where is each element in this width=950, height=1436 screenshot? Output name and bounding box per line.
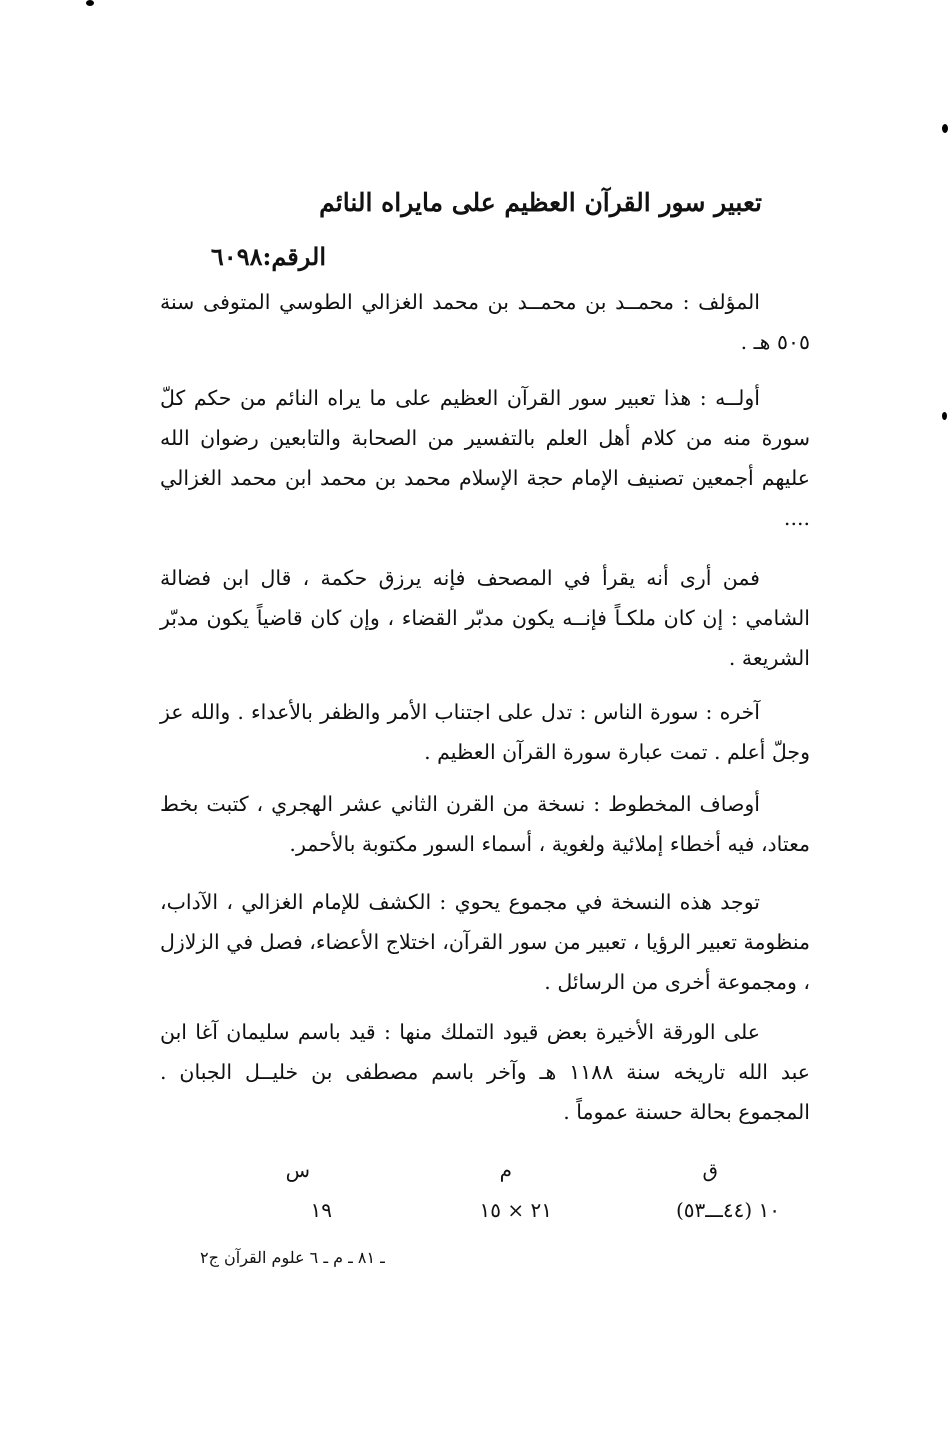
scan-speck-right-upper [942,124,948,133]
collection-paragraph: توجد هذه النسخة في مجموع يحوي : الكشف للإمام الغزالي ، الآداب، منظومة تعبير الرؤيا ، تعبير من سور القرآن، اختلاج الأعضاء، فصل في الزلازل ، ومجموعة أخرى من الرسائل . [160,890,810,994]
sample-paragraph: فمن أرى أنه يقرأ في المصحف فإنه يرزق حكمة ، قال ابن فضالة الشامي : إن كان ملكـاً فإنــه يكون مدبّر القضاء ، وإن كان قاضياً يكون مدبّر الشريعة . [160,566,810,670]
ownership-paragraph: على الورقة الأخيرة بعض قيود التملك منها : قيد باسم سليمان آغا ابن عبد الله تاريخه سنة ١١٨٨ هـ وآخر باسم مصطفى بن خليــل الجبان . المجموع بحالة حسنة عموماً . [160,1020,810,1124]
document-title: تعبير سور القرآن العظيم على مايراه النائم [319,188,762,217]
scan-speck-right-lower [942,412,947,420]
description-paragraph: أوصاف المخطوط : نسخة من القرن الثاني عشر الهجري ، كتبت بخط معتاد، فيه أخطاء إملائية ولغوية ، أسماء السور مكتوبة بالأحمر. [160,792,810,856]
explicit-paragraph: آخره : سورة الناس : تدل على اجتناب الأمر والظفر بالأعداء . والله عز وجلّ أعلم . تمت عبارة سورة القرآن العظيم . [160,700,810,764]
lines-label: س [285,1158,310,1182]
incipit-paragraph: أولــه : هذا تعبير سور القرآن العظيم على ما يراه النائم من حكم كلّ سورة منه من كلام أهل العلم بالتفسير من الصحابة والتابعين رضوان الله عليهم أجمعين تصنيف الإمام حجة الإسلام محمد بن محمد ابن محمد الغزالي .... [160,386,810,530]
leaves-label: ق [702,1158,718,1182]
catalog-number: الرقم:٦٠٩٨ [210,242,326,271]
size-value: ٢١ × ١٥ [479,1198,552,1222]
collation-table [160,1158,810,1238]
lines-value: ١٩ [310,1198,332,1222]
page-footer: ـ ٨١ ـ م ـ ٦ علوم القرآن ج٢ [200,1248,385,1267]
size-label: م [499,1158,512,1182]
scan-speck-top [86,0,94,6]
author-paragraph: المؤلف : محمــد بن محمــد بن محمد الغزالي الطوسي المتوفى سنة ٥٠٥ هـ . [160,290,810,354]
leaves-value: ١٠ (٤٤ـــ٥٣) [675,1198,780,1222]
